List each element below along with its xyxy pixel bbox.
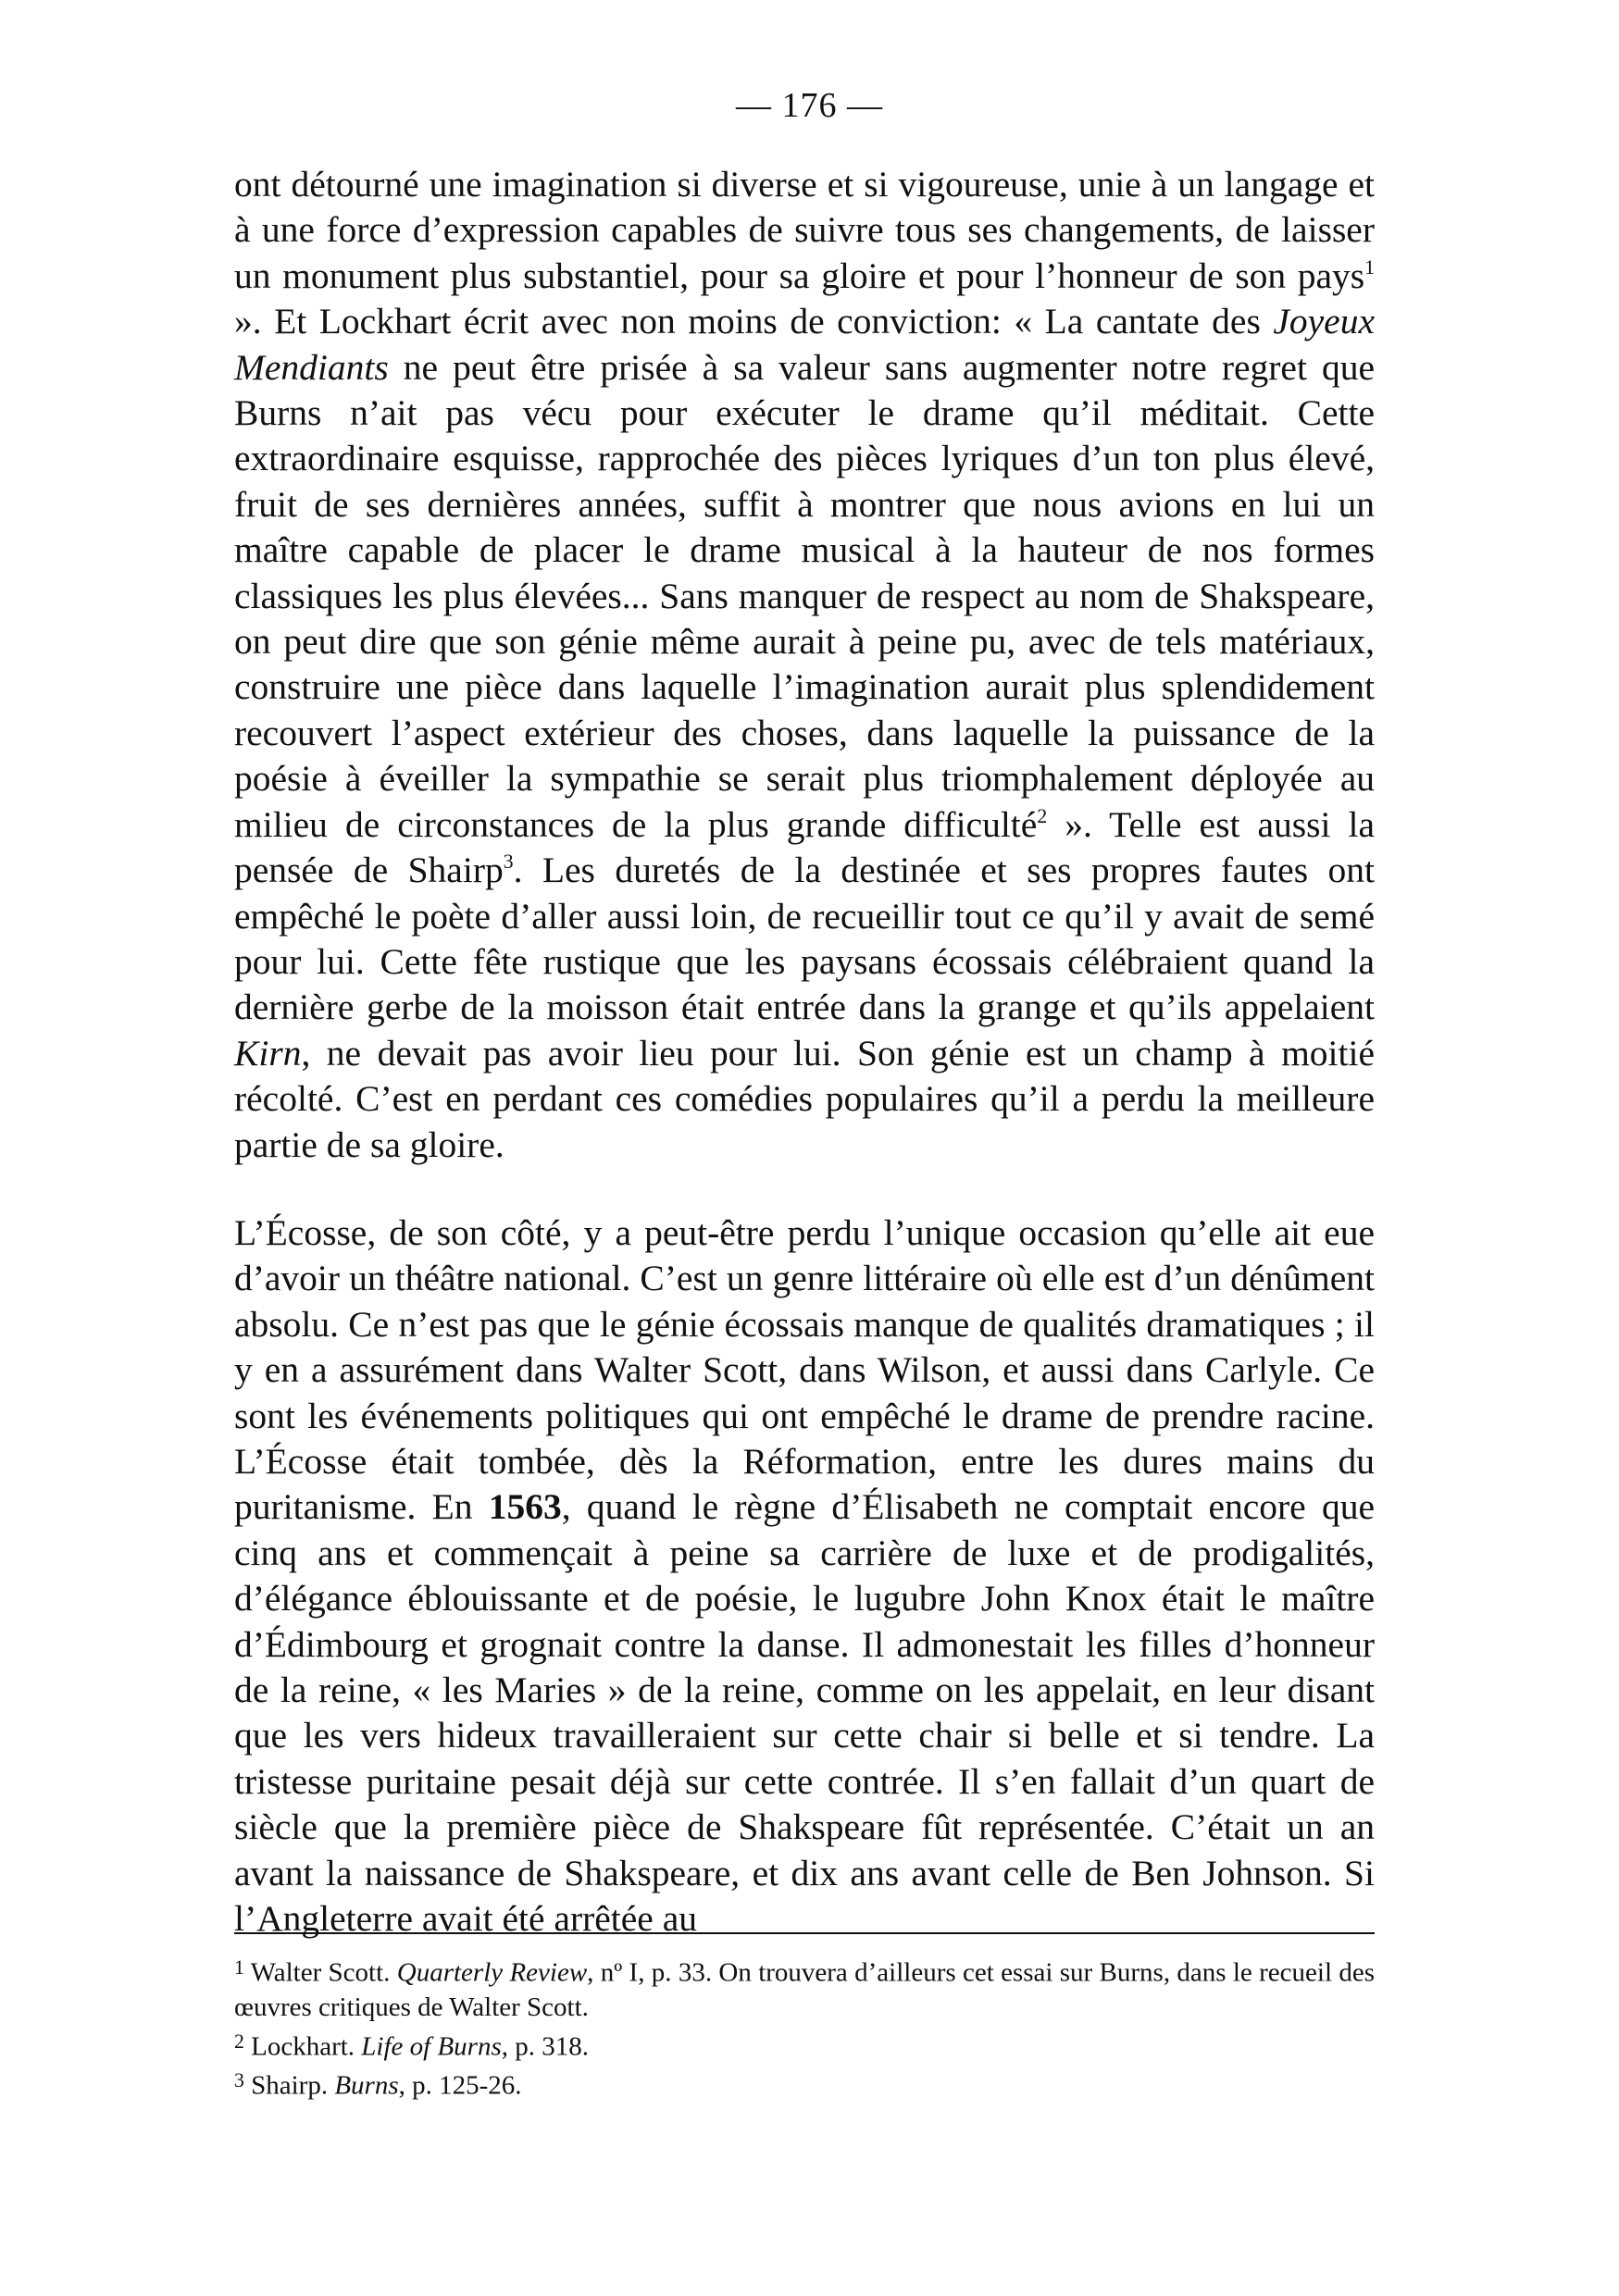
footnote-2 <box>234 2025 1375 2065</box>
footnotes <box>234 1951 1375 2104</box>
footnote-mark: 3 <box>234 2069 244 2092</box>
footnote-3 <box>234 2064 1375 2104</box>
text-run: ». Telle est aussi la pensée de Shairp <box>234 803 1375 891</box>
footnote-italic: Quarterly Review <box>396 1957 588 1988</box>
year-1563: 1563 <box>488 1486 562 1528</box>
footnote-italic: Life of Burns <box>361 2031 502 2062</box>
footnote-text: , nº I, p. 33. On trouvera d’ailleurs cet essai sur Burns, dans le recueil des œuvres critiques de Walter Scott. <box>234 1957 1375 2022</box>
text-run: L’Écosse, de son côté, y a peut-être perdu l’unique occasion qu’elle ait eue d’avoir un théâtre national. C’est un genre littéraire où elle est d’un dénûment absolu. Ce n’est pas que le génie écossais manque de qualités dramatiques ; il y en a assurément dans Walter Scott, dans Wilson, et aussi dans Carlyle. Ce sont les événements politiques qui ont empêché le drame de prendre racine. L’Écosse était tombée, dès la Réformation, entre les dures mains du puritanisme. En <box>234 1212 1375 1528</box>
footnote-italic: Burns <box>334 2070 399 2101</box>
footnote-divider <box>234 1932 1375 1934</box>
text-run: ne peut être prisée à sa valeur sans augmenter notre regret que Burns n’ait pas vécu pour exécuter le drame qu’il méditait. Cette extraordinaire esquisse, rapprochée des pièces lyriques d’un ton plus élevé, fruit de ses dernières années, suffit à montrer que nous avions en lui un maître capable de placer le drame musical à la hauteur de nos formes classiques les plus élevées... Sans manquer de respect au nom de Shakspeare, on peut dire que son génie même aurait à peine pu, avec de tels matériaux, construire une pièce dans laquelle l’imagination aurait plus splendidement recouvert l’aspect extérieur des choses, dans laquelle la puissance de la poésie à éveiller la sympathie se serait plus triomphalement déployée au milieu de circonstances de la plus grande difficulté <box>234 346 1375 845</box>
footnote-mark: 2 <box>234 2029 244 2053</box>
footnote-text: Walter Scott. <box>243 1957 397 1988</box>
text-run: , ne devait pas avoir lieu pour lui. Son génie est un champ à moitié récolté. C’est en perdant ces comédies populaires qu’il a perdu la meilleure partie de sa gloire. <box>234 1032 1375 1165</box>
footnote-mark: 1 <box>234 1956 244 1979</box>
paragraph-1 <box>234 162 1375 1168</box>
text-run: . Les duretés de la destinée et ses propres fautes ont empêché le poète d’aller aussi loin, de recueillir tout ce qu’il y avait de semé pour lui. Cette fête rustique que les paysans écossais célébraient quand la dernière gerbe de la moisson était entrée dans la grange et qu’ils appelaient <box>234 850 1375 1028</box>
footnote-ref-3: 3 <box>503 850 514 873</box>
text-run: , quand le règne d’Élisabeth ne comptait encore que cinq ans et commençait à peine sa carrière de luxe et de prodigalités, d’élégance éblouissante et de poésie, le lugubre John Knox était le maître d’Édimbourg et grognait contre la danse. Il admonestait les filles d’honneur de la reine, « les Maries » de la reine, comme on les appelait, en leur disant que les vers hideux travailleraient sur cette chair si belle et si tendre. La tristesse puritaine pesait déjà sur cette contrée. Il s’en fallait d’un quart de siècle que la première pièce de Shakspeare fût représentée. C’était un an avant la naissance de Shakspeare, et dix ans avant celle de Ben Johnson. Si l’Angleterre avait été arrêtée au <box>234 1486 1375 1940</box>
italic-word-kirn: Kirn <box>234 1032 302 1074</box>
paragraph-2 <box>234 1210 1375 1942</box>
italic-title-joyeux-mendiants: Joyeux Mendiants <box>234 301 1375 388</box>
text-run: ». Et Lockhart écrit avec non moins de conviction: « La cantate des <box>234 301 1274 342</box>
footnote-ref-1: 1 <box>1364 255 1375 279</box>
footnote-ref-2: 2 <box>1037 804 1048 827</box>
paragraph-2-text <box>234 1210 1375 1942</box>
footnote-text: , p. 125-26. <box>398 2070 522 2101</box>
text-run: ont détourné une imagination si diverse et si vigoureuse, unie à un langage et à une force d’expression capables de suivre tous ses changements, de laisser un monument plus substantiel, pour sa gloire et pour l’honneur de son pays <box>234 164 1375 296</box>
page-number: — 176 — <box>736 86 883 125</box>
paragraph-1-text <box>234 162 1375 1168</box>
footnote-text: Shairp. <box>243 2070 335 2101</box>
footnote-text: , p. 318. <box>501 2031 590 2062</box>
footnote-text: Lockhart. <box>243 2031 362 2062</box>
footnote-1 <box>234 1951 1375 2025</box>
